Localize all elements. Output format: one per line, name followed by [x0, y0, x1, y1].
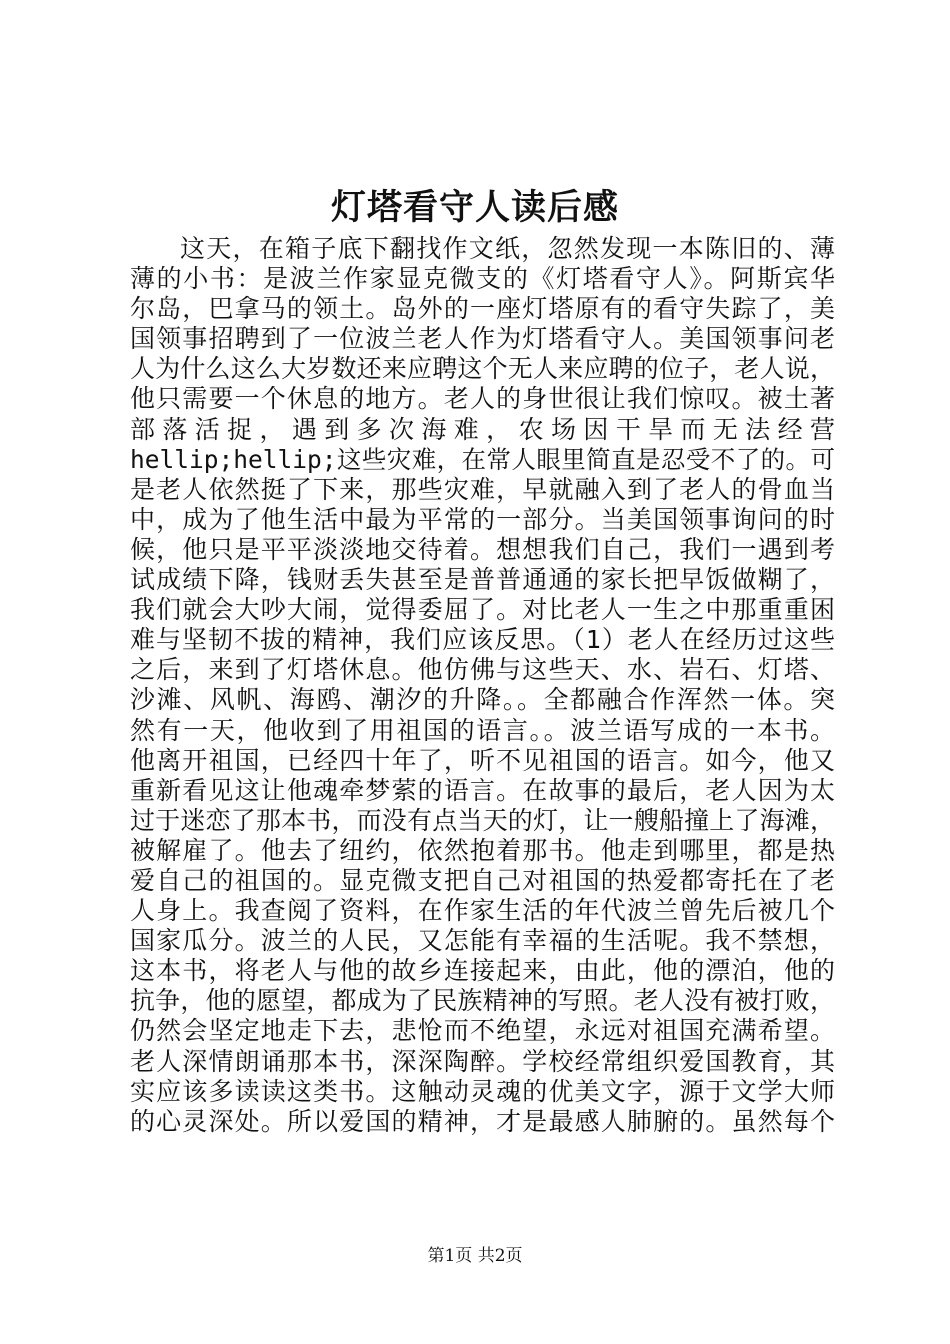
body-line: 抗争，他的愿望，都成为了民族精神的写照。老人没有被打败， [130, 986, 835, 1016]
body-line: 被解雇了。他去了纽约，依然抱着那书。他走到哪里，都是热 [130, 835, 835, 865]
body-line: 是老人依然挺了下来，那些灾难，早就融入到了老人的骨血当 [130, 474, 835, 504]
page-footer: 第1页 共2页 [427, 1246, 523, 1266]
body-line: 我们就会大吵大闹，觉得委屈了。对比老人一生之中那重重困 [130, 595, 835, 625]
body-line: hellip;hellip;这些灾难，在常人眼里简直是忍受不了的。可 [130, 444, 835, 474]
body-line: 尔岛，巴拿马的领土。岛外的一座灯塔原有的看守失踪了，美 [130, 294, 835, 324]
document-body [130, 234, 835, 1137]
body-line: 这天，在箱子底下翻找作文纸，忽然发现一本陈旧的、薄 [180, 234, 835, 263]
body-line: 之后，来到了灯塔休息。他仿佛与这些天、水、岩石、灯塔、 [130, 655, 835, 685]
body-line: 国领事招聘到了一位波兰老人作为灯塔看守人。美国领事问老 [130, 324, 835, 354]
body-line: 实应该多读读这类书。这触动灵魂的优美文字，源于文学大师 [130, 1076, 835, 1106]
body-line: 人身上。我查阅了资料，在作家生活的年代波兰曾先后被几个 [130, 896, 835, 926]
body-line: 过于迷恋了那本书，而没有点当天的灯，让一艘船撞上了海滩， [130, 805, 835, 835]
body-line: 中，成为了他生活中最为平常的一部分。当美国领事询问的时 [130, 504, 835, 534]
body-line: 重新看见这让他魂牵梦萦的语言。在故事的最后，老人因为太 [130, 775, 835, 805]
body-line: 老人深情朗诵那本书，深深陶醉。学校经常组织爱国教育，其 [130, 1046, 835, 1076]
document-title: 灯塔看守人读后感 [330, 187, 619, 228]
body-line: 的心灵深处。所以爱国的精神，才是最感人肺腑的。虽然每个 [130, 1106, 835, 1136]
body-line: 他只需要一个休息的地方。老人的身世很让我们惊叹。被土著 [130, 384, 835, 414]
body-line: 人为什么这么大岁数还来应聘这个无人来应聘的位子，老人说， [130, 354, 835, 384]
body-line: 沙滩、风帆、海鸥、潮汐的升降。。全都融合作浑然一体。突 [130, 685, 835, 715]
body-line: 试成绩下降，钱财丢失甚至是普普通通的家长把早饭做糊了， [130, 565, 835, 595]
body-line: 爱自己的祖国的。显克微支把自己对祖国的热爱都寄托在了老 [130, 865, 835, 895]
body-line: 国家瓜分。波兰的人民，又怎能有幸福的生活呢。我不禁想， [130, 926, 835, 956]
body-line: 薄的小书：是波兰作家显克微支的《灯塔看守人》。阿斯宾华 [130, 264, 835, 294]
body-line: 他离开祖国，已经四十年了，听不见祖国的语言。如今，他又 [130, 745, 835, 775]
body-line: 这本书，将老人与他的故乡连接起来，由此，他的漂泊，他的 [130, 956, 835, 986]
body-line: 部落活捉，遇到多次海难，农场因干旱而无法经营 [130, 414, 835, 444]
body-line: 然有一天，他收到了用祖国的语言。。波兰语写成的一本书。 [130, 715, 835, 745]
body-line: 候，他只是平平淡淡地交待着。想想我们自己，我们一遇到考 [130, 534, 835, 564]
body-line: 难与坚韧不拔的精神，我们应该反思。（1）老人在经历过这些 [130, 625, 835, 655]
body-line: 仍然会坚定地走下去，悲怆而不绝望，永远对祖国充满希望。 [130, 1016, 835, 1046]
